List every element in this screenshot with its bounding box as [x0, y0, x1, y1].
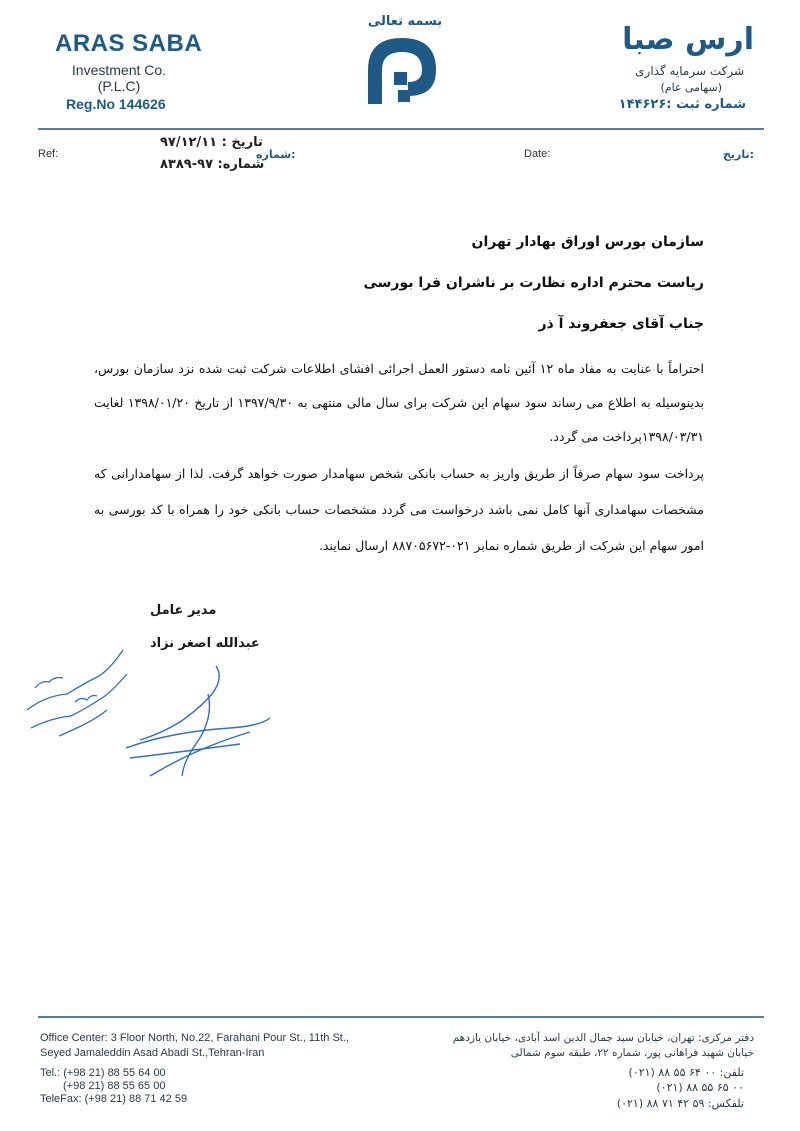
signatory-title: مدیر عامل	[150, 603, 217, 618]
footer-tel2-en: (+98 21) 88 55 65 00	[63, 1080, 166, 1092]
date-label: Date:	[524, 148, 551, 160]
header-divider	[38, 128, 764, 130]
footer-tel-en: Tel.: (+98 21) 88 55 64 00	[40, 1067, 166, 1079]
company-type-en-line2: (P.L.C)	[97, 78, 141, 94]
footer-fax-en: TeleFax: (+98 21) 88 71 42 59	[40, 1093, 188, 1105]
footer-address-fa-line2: خیابان شهید فراهانی پور، شماره ۲۲، طبقه سوم شمالی	[510, 1047, 754, 1059]
company-name-en: ARAS SABA	[55, 30, 203, 57]
registration-number-fa: شماره ثبت :۱۴۴۶۲۶	[618, 97, 746, 112]
paragraph-dividend-schedule: احتراماً با عنایت به مفاد ماه ۱۲ آئین نامه دستور العمل اجرائی افشای اطلاعات شرکت ثبت شده نزد سازمان بورس، بدینوسیله به اطلاع می رساند سود سهام این شرکت برای سال مالی منتهی به ۱۳۹۷/۹/۳۰ از تاریخ ۱۳۹۸/۰۱/۲۰ لغایت ۱۳۹۸/۰۳/۳۱پرداخت می گردد.	[94, 361, 704, 444]
company-logo-icon	[358, 34, 448, 114]
paragraph-bank-account: پرداخت سود سهام صرفاً از طریق واریز به حساب بانکی شخص سهامدار صورت خواهد گرفت. لذا از سهامدارانی که مشخصات سهامداری آنها کامل نمی باشد درخواست می گردد مشخصات حساب بانکی خود را همراه با کد بورسی به امور سهام این شرکت از طریق شماره نمابر ۰۲۱-۸۸۷۰۵۶۷۲ ارسال نمایند.	[94, 466, 704, 553]
addressee-organization: سازمان بورس اوراق بهادار تهران	[471, 234, 704, 250]
company-type-fa: شرکت سرمایه گذاری	[635, 64, 744, 78]
footer-address-en-line1: Office Center: 3 Floor North, No.22, Farahani Pour St., 11th St.,	[40, 1032, 349, 1044]
ref-label: Ref:	[38, 148, 59, 160]
signatory-name: عبدالله اصغر نزاد	[150, 636, 260, 651]
company-public-fa: (سهامی عام)	[660, 81, 722, 94]
addressee-person: جناب آقای جعفروند آ ذر	[538, 316, 704, 332]
footer-address-en-line2: Seyed Jamaleddin Asad Abadi St.,Tehran-Iran	[40, 1047, 265, 1059]
signature-icon	[120, 648, 280, 788]
footer-tel-fa: تلفن: ۰۰ ۶۴ ۵۵ ۸۸ (۰۲۱)	[628, 1066, 744, 1079]
number-label-fa: شماره:	[256, 148, 296, 161]
letter-date-handwritten: تاریخ : ۹۷/۱۲/۱۱	[160, 135, 263, 150]
footer-tel2-fa: ۰۰ ۶۵ ۵۵ ۸۸ (۰۲۱)	[656, 1081, 744, 1094]
bismillah-text: بسمه تعالی	[367, 14, 443, 29]
date-label-fa: تاریخ:	[722, 148, 754, 161]
registration-number-en: Reg.No 144626	[66, 96, 166, 112]
footer-divider	[38, 1016, 764, 1018]
company-type-en	[64, 62, 174, 94]
letter-number-handwritten: شماره: ۹۷-۸۳۸۹	[160, 157, 265, 172]
footer-fax-fa: تلفکس: ۵۹ ۴۲ ۷۱ ۸۸ (۰۲۱)	[616, 1097, 744, 1110]
footer-address-fa-line1: دفتر مرکزی: تهران، خیابان سید جمال الدین اسد آبادی، خیابان یازدهم	[452, 1032, 754, 1044]
addressee-department: ریاست محترم اداره نظارت بر ناشران فرا بورسی	[363, 275, 704, 291]
company-name-fa: ارس صبا	[622, 22, 754, 57]
company-type-en-line1: Investment Co.	[71, 62, 167, 78]
